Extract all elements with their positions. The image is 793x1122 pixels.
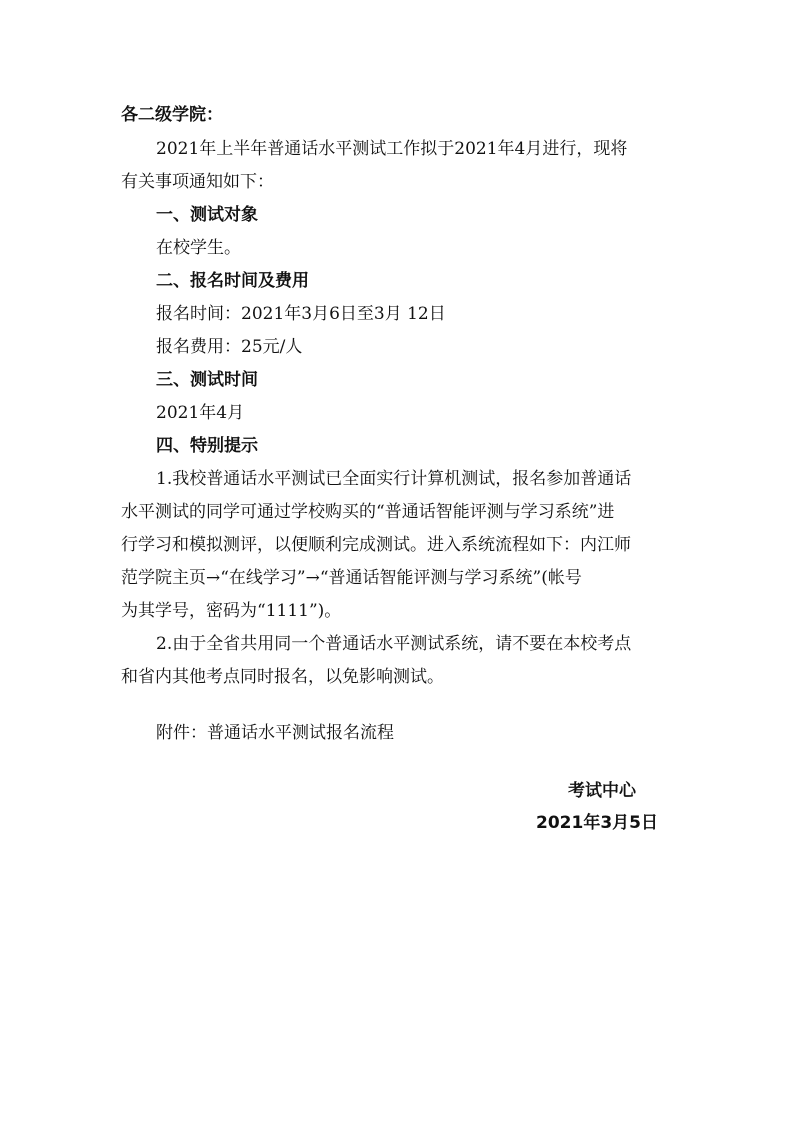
section-heading-2: 二、报名时间及费用 [156, 271, 309, 291]
notice-item-1-line: 范学院主页→“在线学习”→“普通话智能评测与学习系统”(帐号 [121, 568, 582, 588]
signature-date: 2021年3月5日 [536, 813, 658, 833]
notice-item-2-line: 2.由于全省共用同一个普通话水平测试系统，请不要在本校考点 [156, 634, 632, 654]
section-heading-3: 三、测试时间 [156, 370, 258, 390]
notice-item-1-line: 1.我校普通话水平测试已全面实行计算机测试，报名参加普通话 [156, 469, 632, 489]
signature-org: 考试中心 [568, 781, 636, 801]
registration-fee: 报名费用：25元/人 [156, 337, 303, 357]
section-body-3: 2021年4月 [156, 403, 245, 423]
notice-item-1-line: 为其学号，密码为“1111”)。 [121, 601, 342, 621]
salutation: 各二级学院： [121, 105, 223, 125]
registration-time: 报名时间：2021年3月6日至3月 12日 [156, 304, 446, 324]
attachment-note: 附件：普通话水平测试报名流程 [156, 723, 394, 743]
section-heading-1: 一、测试对象 [156, 205, 258, 225]
intro-line-1: 2021年上半年普通话水平测试工作拟于2021年4月进行，现将 [156, 139, 628, 159]
section-body-1: 在校学生。 [156, 238, 241, 258]
notice-item-2-line: 和省内其他考点同时报名，以免影响测试。 [121, 667, 444, 687]
notice-item-1-line: 行学习和模拟测评，以便顺利完成测试。进入系统流程如下：内江师 [121, 535, 631, 555]
intro-line-2: 有关事项通知如下： [121, 172, 274, 192]
notice-item-1-line: 水平测试的同学可通过学校购买的“普通话智能评测与学习系统”进 [121, 502, 615, 522]
section-heading-4: 四、特别提示 [156, 436, 258, 456]
